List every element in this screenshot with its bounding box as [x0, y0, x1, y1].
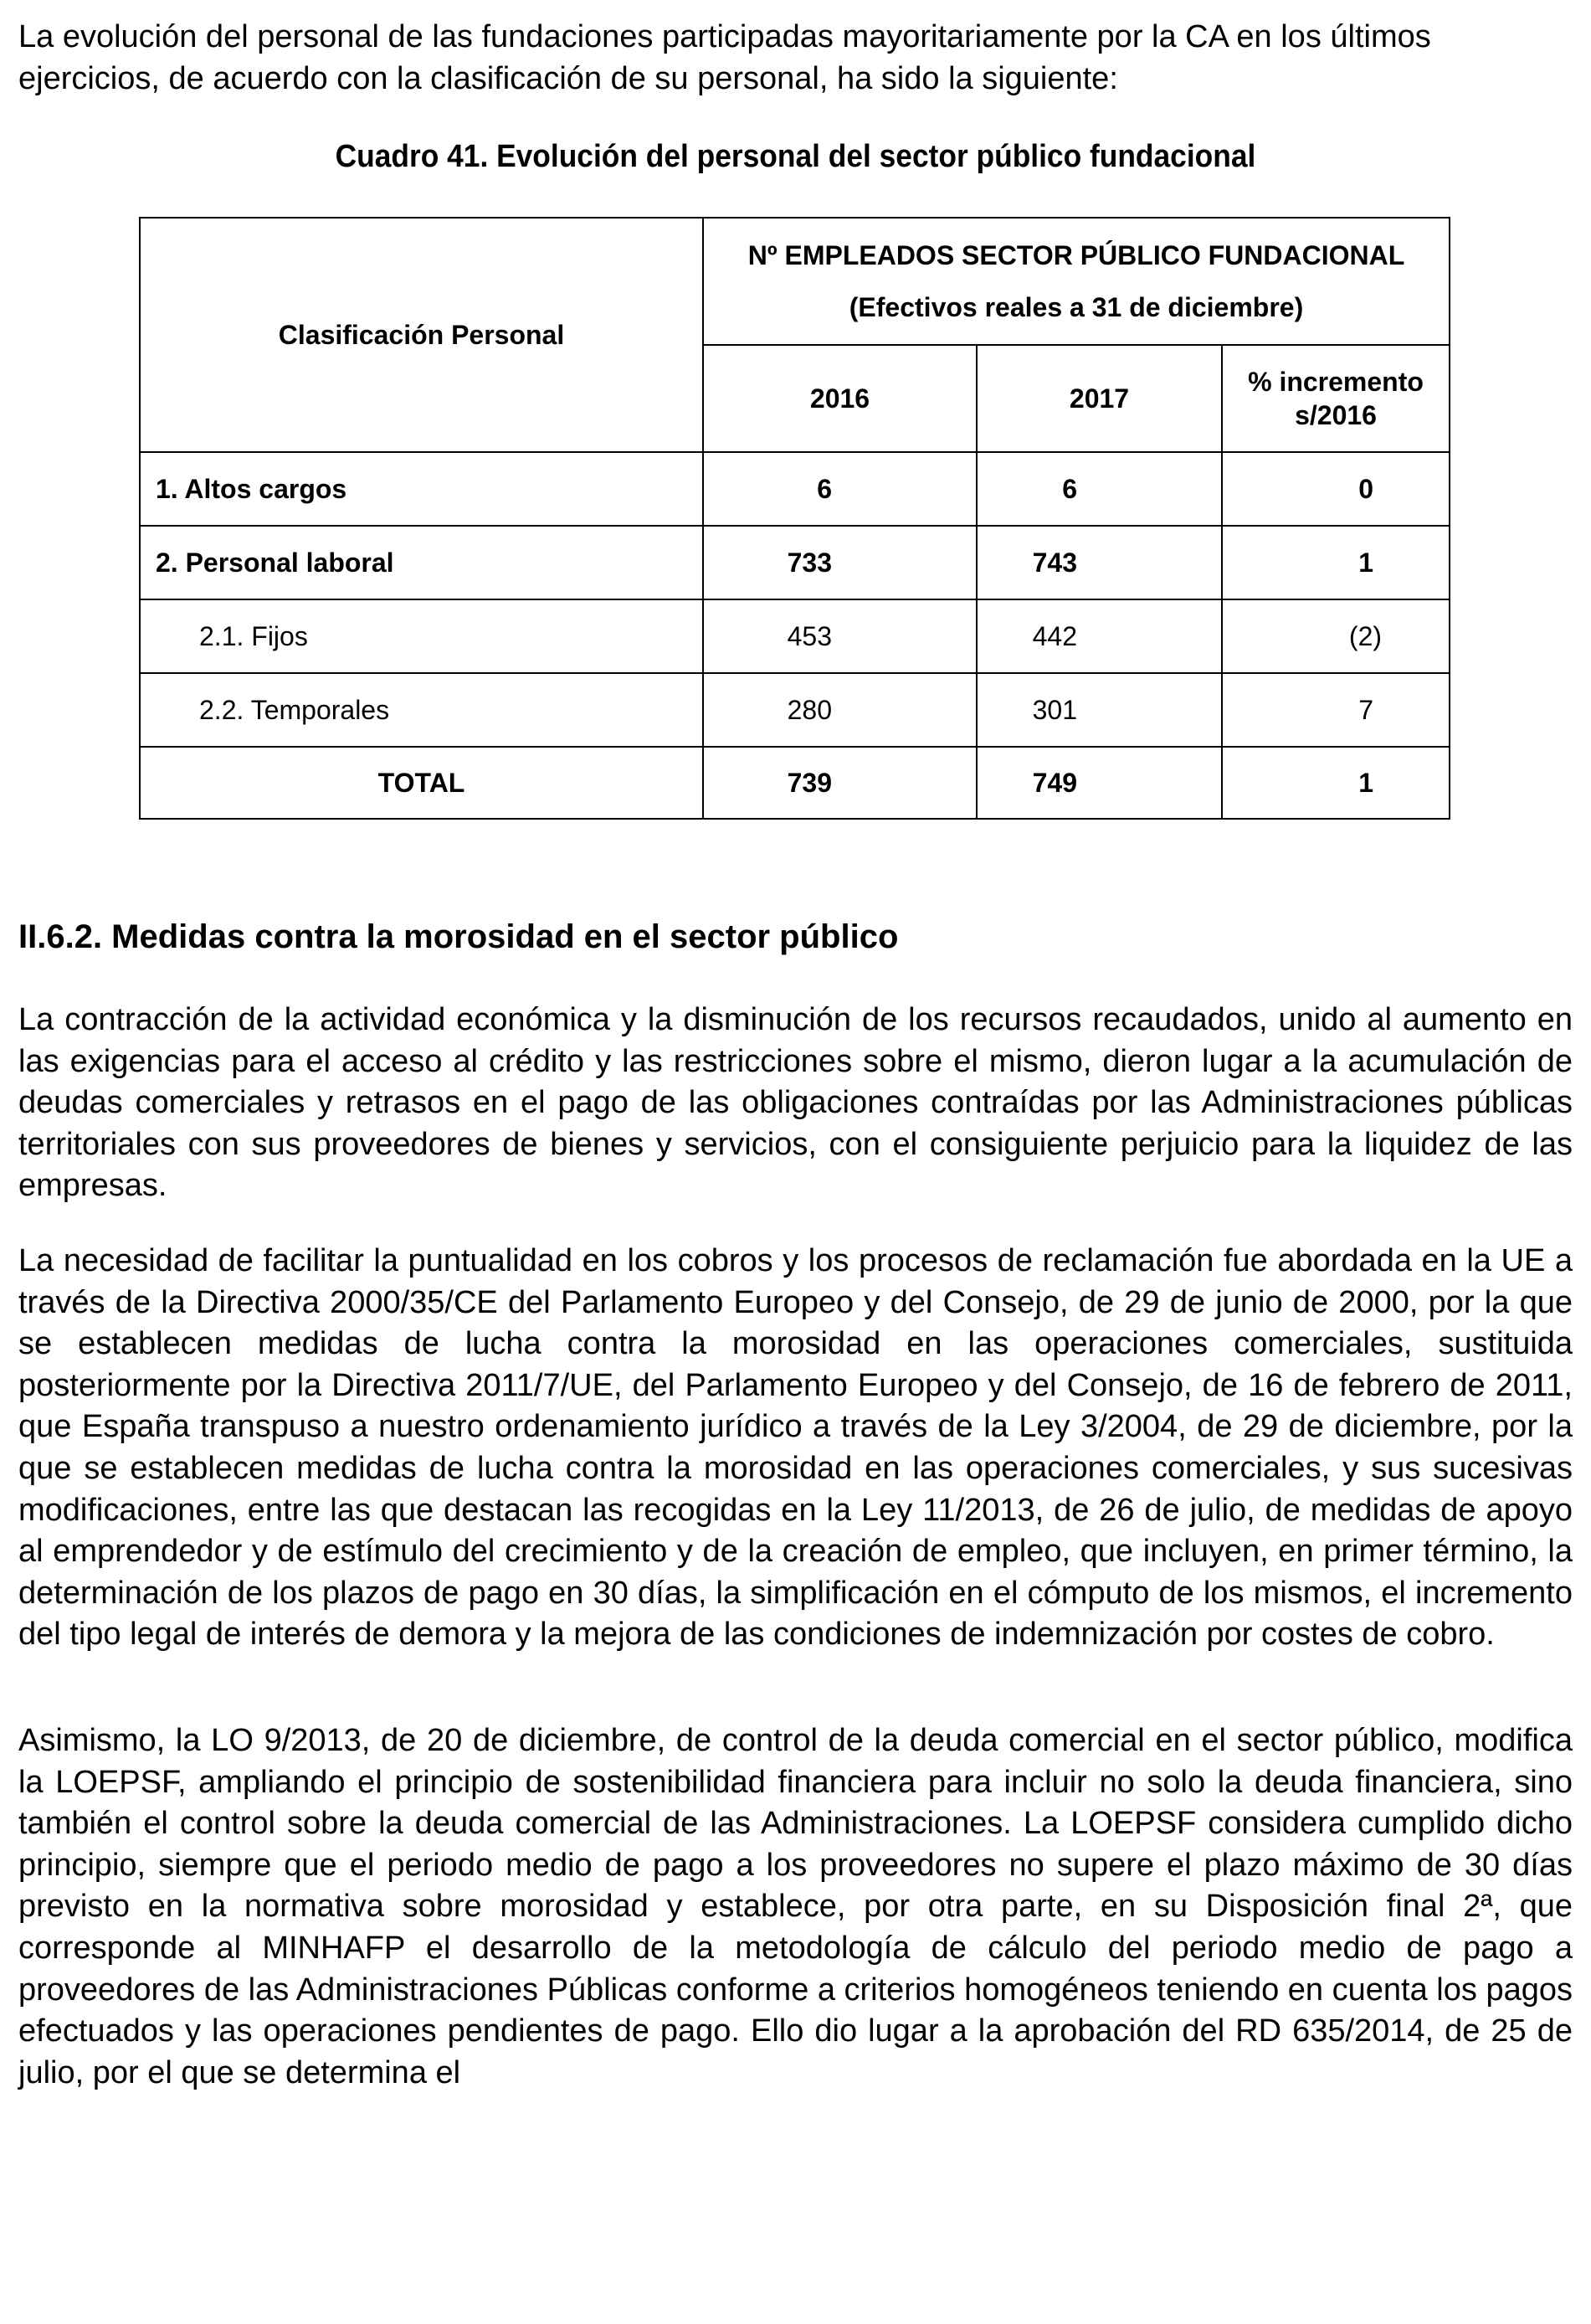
row-label: 2.1. Fijos	[140, 599, 703, 673]
cell-2016: 733	[703, 526, 977, 599]
row-label: TOTAL	[140, 747, 703, 819]
table-row	[140, 599, 1450, 673]
table-row	[140, 452, 1450, 526]
header-2017: 2017	[977, 345, 1222, 452]
table-row	[140, 673, 1450, 747]
cell-2017: 301	[977, 673, 1222, 747]
cell-pct: (2)	[1222, 599, 1450, 673]
row-label: 1. Altos cargos	[140, 452, 703, 526]
row-label: 2.2. Temporales	[140, 673, 703, 747]
row-label: 2. Personal laboral	[140, 526, 703, 599]
cell-pct: 1	[1222, 747, 1450, 819]
cell-pct: 1	[1222, 526, 1450, 599]
header-group-title: Nº EMPLEADOS SECTOR PÚBLICO FUNDACIONAL	[747, 240, 1405, 270]
cell-2016: 6	[703, 452, 977, 526]
cell-2016: 280	[703, 673, 977, 747]
table-caption: Cuadro 41. Evolución del personal del sector público fundacional	[335, 139, 1256, 174]
header-classification: Clasificación Personal	[140, 218, 703, 452]
header-pct-line2: s/2016	[1295, 400, 1377, 430]
table-row	[140, 526, 1450, 599]
header-group	[703, 218, 1450, 345]
header-2016: 2016	[703, 345, 977, 452]
cell-pct: 7	[1222, 673, 1450, 747]
table-header-row	[140, 218, 1450, 345]
header-pct	[1222, 345, 1450, 452]
paragraph-3: Asimismo, la LO 9/2013, de 20 de diciembre, de control de la deuda comercial en el sector público, modifica la LOEPSF, ampliando el principio de sostenibilidad financiera para incluir no solo la deuda financiera, sino también el control sobre la deuda comercial de las Administraciones. La LOEPSF considera cumplido dicho principio, siempre que el periodo medio de pago a los proveedores no supere el plazo máximo de 30 días previsto en la normativa sobre morosidad y establece, por otra parte, en su Disposición final 2ª, que corresponde al MINHAFP el desarrollo de la metodología de cálculo del periodo medio de pago a proveedores de las Administraciones Públicas conforme a criterios homogéneos teniendo en cuenta los pagos efectuados y las operaciones pendientes de pago. Ello dio lugar a la aprobación del RD 635/2014, de 25 de julio, por el que se determina el	[18, 1723, 1573, 2090]
staff-evolution-table	[139, 217, 1450, 820]
cell-2017: 6	[977, 452, 1222, 526]
cell-2017: 442	[977, 599, 1222, 673]
cell-2016: 739	[703, 747, 977, 819]
table-total-row	[140, 747, 1450, 819]
paragraph-2: La necesidad de facilitar la puntualidad en los cobros y los procesos de reclamación fue abordada en la UE a través de la Directiva 2000/35/CE del Parlamento Europeo y del Consejo, de 29 de junio de 2000, por la que se establecen medidas de lucha contra la morosidad en las operaciones comerciales, sustituida posteriormente por la Directiva 2011/7/UE, del Parlamento Europeo y del Consejo, de 16 de febrero de 2011, que España transpuso a nuestro ordenamiento jurídico a través de la Ley 3/2004, de 29 de diciembre, por la que se establecen medidas de lucha contra la morosidad en las operaciones comerciales, y sus sucesivas modificaciones, entre las que destacan las recogidas en la Ley 11/2013, de 26 de julio, de medidas de apoyo al emprendedor y de estímulo del crecimiento y de la creación de empleo, que incluyen, en primer término, la determinación de los plazos de pago en 30 días, la simplificación en el cómputo de los mismos, el incremento del tipo legal de interés de demora y la mejora de las condiciones de indemnización por costes de cobro.	[18, 1243, 1573, 1653]
header-pct-line1: % incremento	[1248, 367, 1424, 397]
intro-paragraph: La evolución del personal de las fundaciones participadas mayoritariamente por la CA en los últimos ejercicios, de acuerdo con la clasificación de su personal, ha sido la siguiente:	[18, 19, 1431, 96]
section-heading: II.6.2. Medidas contra la morosidad en el sector público	[18, 918, 899, 955]
header-group-subtitle: (Efectivos reales a 31 de diciembre)	[849, 292, 1304, 322]
cell-2016: 453	[703, 599, 977, 673]
cell-2017: 743	[977, 526, 1222, 599]
cell-pct: 0	[1222, 452, 1450, 526]
cell-2017: 749	[977, 747, 1222, 819]
paragraph-1: La contracción de la actividad económica y la disminución de los recursos recaudados, unido al aumento en las exigencias para el acceso al crédito y las restricciones sobre el mismo, dieron lugar a la acumulación de deudas comerciales y retrasos en el pago de las obligaciones contraídas por las Administraciones públicas territoriales con sus proveedores de bienes y servicios, con el consiguiente perjuicio para la liquidez de las empresas.	[18, 1002, 1573, 1204]
